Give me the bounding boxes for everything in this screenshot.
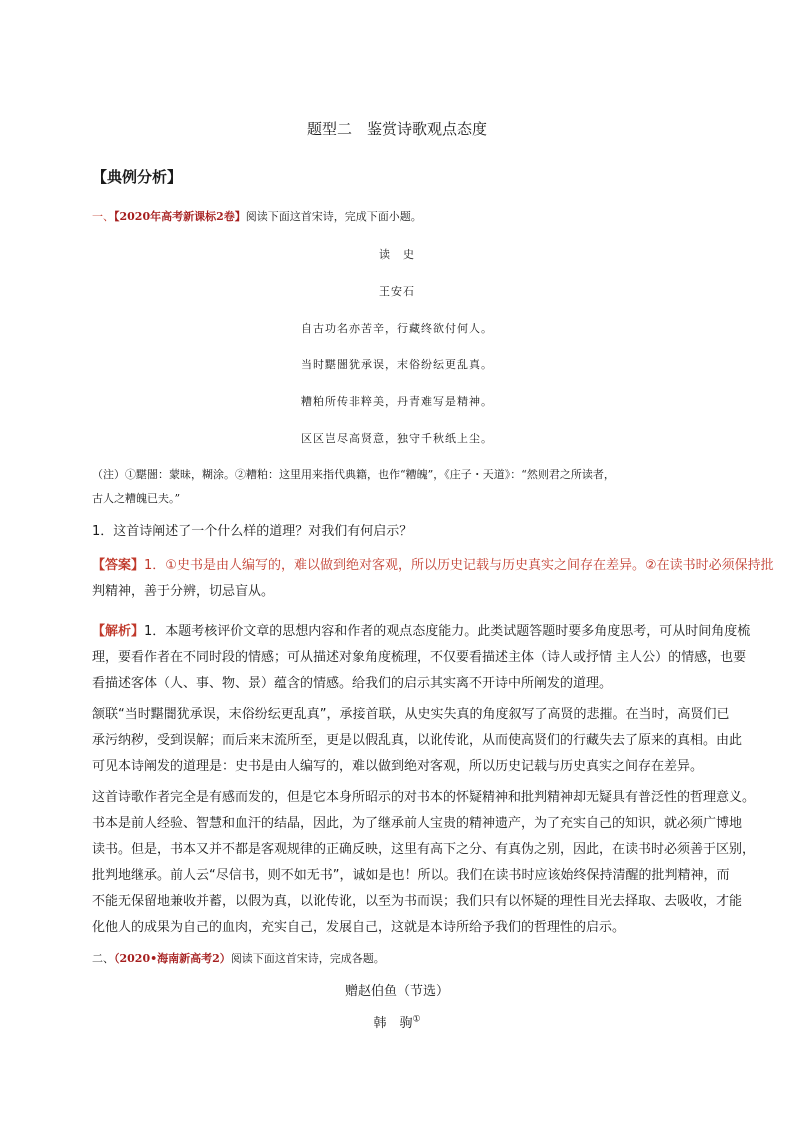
analysis-paragraph-1 bbox=[92, 619, 750, 697]
poem-note bbox=[92, 463, 615, 511]
question-number: 二、 bbox=[92, 952, 114, 965]
poem-2-author: 韩 驹 bbox=[373, 1016, 413, 1031]
analysis-line: 看描述客体（人、事、物、景）蕴含的情感。给我们的启示其实离不开诗中所阐发的道理。 bbox=[92, 676, 613, 691]
analysis-line: 读书。但是，书本又并不都是客观规律的正确反映，这里有高下之分、有真伪之别，因此，在读书时必须善于区别， bbox=[92, 842, 756, 857]
analysis-line: 这首诗歌作者完全是有感而发的，但是它本身所昭示的对书本的怀疑精神和批判精神却无疑具有普泛性的哲理意义。 bbox=[92, 790, 756, 805]
section-heading: 【典例分析】 bbox=[92, 168, 183, 186]
answer-label: 【答案】 bbox=[92, 558, 145, 573]
analysis-line: 批判地继承。前人云“尽信书，则不如无书”，诚如是也！所以。我们在读书时应该始终保持清醒的批判精神，而 bbox=[92, 868, 730, 883]
question-source: 【2020年高考新课标2卷】 bbox=[114, 210, 246, 223]
analysis-line: 化他人的成果为自己的血肉，充实自己，发展自己，这就是本诗所给予我们的哲理性的启示。 bbox=[92, 920, 626, 935]
question-number: 一、 bbox=[92, 210, 114, 223]
analysis-line: 理，要看作者在不同时段的情感；可从描述对象角度梳理，不仅要看描述主体（诗人或抒情 主人公）的情感，也要 bbox=[92, 650, 747, 665]
question-2-intro bbox=[92, 950, 385, 966]
poem-author: 王安石 bbox=[379, 285, 415, 298]
question-1-intro bbox=[92, 208, 422, 224]
question-instruction: 阅读下面这首宋诗，完成下面小题。 bbox=[245, 210, 422, 223]
note-line: 古人之糟魄已夫。” bbox=[92, 492, 181, 505]
page-title: 题型二 鉴赏诗歌观点态度 bbox=[306, 120, 487, 138]
analysis-line: 颔联“当时黮闇犹承误，末俗纷纭更乱真”，承接首联，从史实失真的角度叙写了高贤的悲摧。在当时，高贤们已 bbox=[92, 707, 730, 722]
poem-2-title: 赠赵伯鱼（节选） bbox=[344, 984, 449, 999]
analysis-line: 承污纳秽，受到误解；而后来末流所至，更是以假乱真，以讹传讹，从而使高贤们的行藏失去了原来的真相。由此 bbox=[92, 733, 743, 748]
poem-line: 区区岂尽高贤意，独守千秋纸上尘。 bbox=[301, 432, 493, 445]
poem-title: 读 史 bbox=[379, 248, 415, 261]
analysis-paragraph-2 bbox=[92, 702, 742, 780]
poem-line: 自古功名亦苦辛，行藏终欲付何人。 bbox=[301, 322, 493, 335]
question-instruction: 阅读下面这首宋诗，完成各题。 bbox=[230, 952, 385, 965]
question-source: （2020•海南新高考2） bbox=[114, 952, 231, 965]
poem-line: 当时黮闇犹承误，末俗纷纭更乱真。 bbox=[301, 358, 493, 371]
analysis-line: 书本是前人经验、智慧和血汗的结晶，因此，为了继承前人宝贵的精神遗产，为了充实自己的知识，就必须广博地 bbox=[92, 816, 743, 831]
answer-line bbox=[92, 553, 774, 579]
analysis-line: 【解析】1．本题考核评价文章的思想内容和作者的观点态度能力。此类试题答题时要多角度思考，可从时间角度梳 bbox=[92, 624, 751, 639]
answer-block bbox=[92, 553, 774, 605]
poem-2-author-line bbox=[0, 1012, 794, 1031]
analysis-paragraph-3 bbox=[92, 785, 755, 941]
analysis-line: 可见本诗阐发的道理是：史书是由人编写的，难以做到绝对客观，所以历史记载与历史真实之间存在差异。 bbox=[92, 759, 704, 774]
analysis-line: 不能无保留地兼收并蓄，以假为真，以讹传讹，以至为书而误；我们只有以怀疑的理性目光去择取、去吸收，才能 bbox=[92, 894, 743, 909]
analysis-label: 【解析】 bbox=[92, 624, 145, 639]
footnote-marker: ① bbox=[412, 1014, 421, 1025]
note-line: （注）①黮闇：蒙昧，糊涂。②糟粕：这里用来指代典籍，也作“糟魄”，《庄子・天道》：“然则君之所读者， bbox=[92, 468, 615, 481]
answer-line: 判精神，善于分辨，切忌盲从。 bbox=[92, 584, 275, 599]
question-text: 1．这首诗阐述了一个什么样的道理？对我们有何启示？ bbox=[92, 524, 413, 539]
poem-line: 糟粕所传非粹美，丹青难写是精神。 bbox=[301, 395, 493, 408]
answer-text: 1．①史书是由人编写的，难以做到绝对客观，所以历史记载与历史真实之间存在差异。②在读书时必须保持批 bbox=[144, 558, 774, 573]
